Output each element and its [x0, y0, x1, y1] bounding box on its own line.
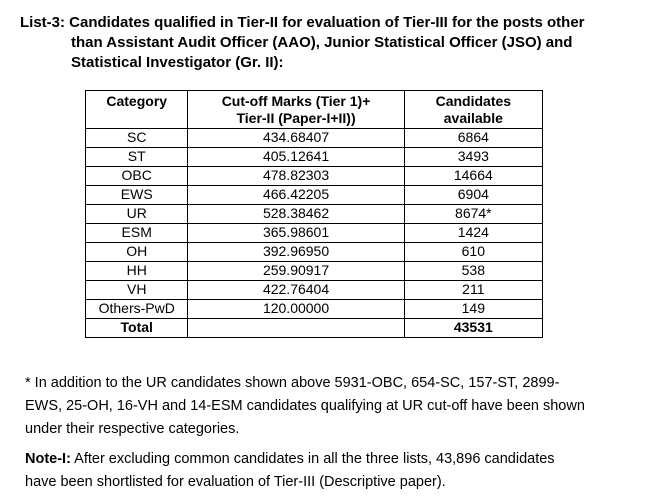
- cell-cutoff: 528.38462: [188, 205, 404, 224]
- table-row: [86, 243, 543, 262]
- header-candidates-available: [404, 91, 542, 129]
- cell-cutoff: 466.42205: [188, 186, 404, 205]
- header-cutoff-line-1: Cut-off Marks (Tier 1)+: [221, 93, 371, 109]
- table-row: [86, 281, 543, 300]
- list-heading: [20, 13, 645, 73]
- cell-total-label: Total: [86, 319, 188, 338]
- header-cutoff-marks: [188, 91, 404, 129]
- list-heading-line-1: List-3: Candidates qualified in Tier-II for evaluation of Tier-III for the posts other: [20, 14, 585, 31]
- note-line-1: [25, 448, 647, 471]
- cell-category: EWS: [86, 186, 188, 205]
- cell-candidates: 6864: [404, 129, 542, 148]
- cell-candidates: 3493: [404, 148, 542, 167]
- note-line-2: have been shortlisted for evaluation of Tier-III (Descriptive paper).: [25, 474, 446, 490]
- cutoff-table: [85, 90, 543, 338]
- cell-cutoff: 434.68407: [188, 129, 404, 148]
- table-row: [86, 148, 543, 167]
- list-heading-line-2: than Assistant Audit Officer (AAO), Junior Statistical Officer (JSO) and: [71, 34, 573, 51]
- table-row: [86, 300, 543, 319]
- note-text-1: After excluding common candidates in all the three lists, 43,896 candidates: [70, 451, 555, 467]
- cell-candidates: 6904: [404, 186, 542, 205]
- cell-cutoff: 365.98601: [188, 224, 404, 243]
- note-label: Note-I:: [25, 451, 71, 467]
- cell-category: ST: [86, 148, 188, 167]
- cell-cutoff: 259.90917: [188, 262, 404, 281]
- cell-cutoff: 120.00000: [188, 300, 404, 319]
- cell-candidates: 1424: [404, 224, 542, 243]
- cell-category: OH: [86, 243, 188, 262]
- cell-candidates: 149: [404, 300, 542, 319]
- footnote-line-1: * In addition to the UR candidates shown above 5931-OBC, 654-SC, 157-ST, 2899-: [25, 375, 560, 391]
- header-cutoff-line-2: Tier-II (Paper-I+II)): [236, 110, 356, 126]
- cell-candidates: 610: [404, 243, 542, 262]
- cell-category: UR: [86, 205, 188, 224]
- table-row: [86, 262, 543, 281]
- table-row: [86, 224, 543, 243]
- cell-category: OBC: [86, 167, 188, 186]
- footnote-line-3: under their respective categories.: [25, 421, 240, 437]
- table-header-row: [86, 91, 543, 129]
- table-row: [86, 205, 543, 224]
- table-total-row: [86, 319, 543, 338]
- header-candidates-line-2: available: [443, 110, 503, 126]
- cell-candidates: 8674*: [404, 205, 542, 224]
- header-category: Category: [86, 91, 188, 129]
- list-heading-line-3: Statistical Investigator (Gr. II):: [71, 54, 284, 71]
- table-row: [86, 186, 543, 205]
- note-i: [25, 448, 647, 494]
- table-row: [86, 129, 543, 148]
- cell-category: VH: [86, 281, 188, 300]
- cell-category: HH: [86, 262, 188, 281]
- cell-total-candidates: 43531: [404, 319, 542, 338]
- header-candidates-line-1: Candidates: [435, 93, 512, 109]
- cell-candidates: 538: [404, 262, 542, 281]
- table-row: [86, 167, 543, 186]
- cell-category: SC: [86, 129, 188, 148]
- cell-cutoff: 478.82303: [188, 167, 404, 186]
- cell-category: Others-PwD: [86, 300, 188, 319]
- cell-cutoff: 405.12641: [188, 148, 404, 167]
- cell-category: ESM: [86, 224, 188, 243]
- cell-candidates: 211: [404, 281, 542, 300]
- cell-candidates: 14664: [404, 167, 542, 186]
- cell-total-cutoff: [188, 319, 404, 338]
- cell-cutoff: 422.76404: [188, 281, 404, 300]
- ur-footnote: [25, 372, 647, 441]
- footnote-line-2: EWS, 25-OH, 16-VH and 14-ESM candidates qualifying at UR cut-off have been shown: [25, 398, 585, 414]
- cell-cutoff: 392.96950: [188, 243, 404, 262]
